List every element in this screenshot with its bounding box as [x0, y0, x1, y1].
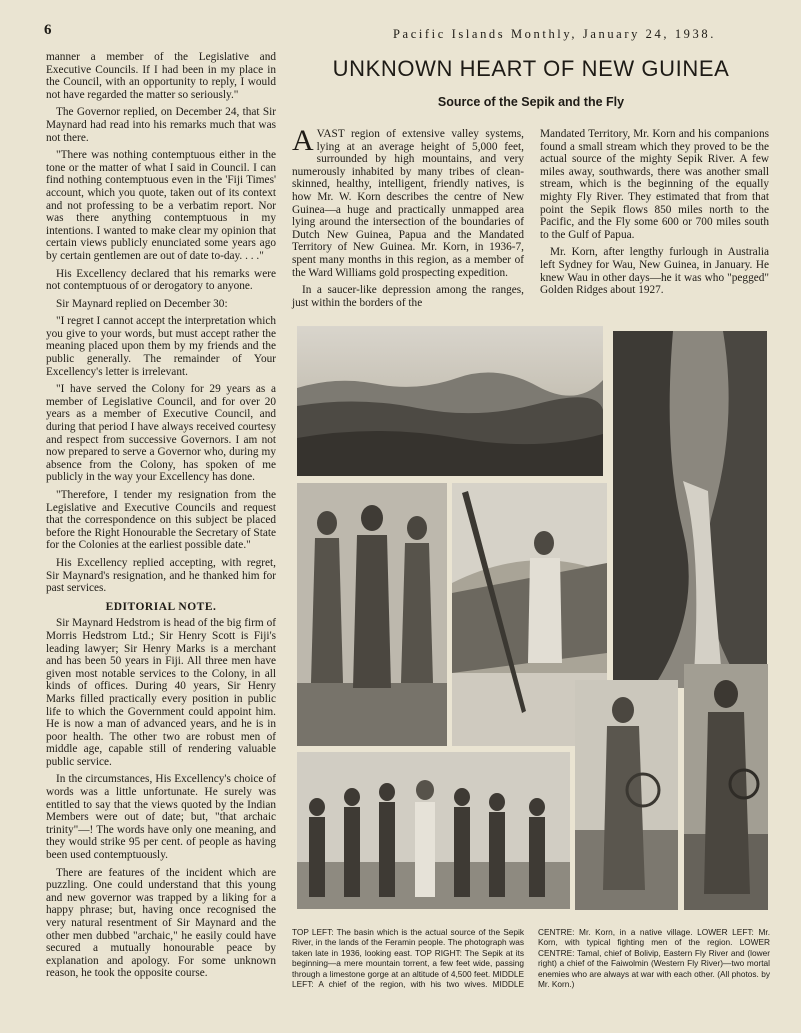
editorial-heading: EDITORIAL NOTE. — [105, 600, 217, 613]
paragraph: There are features of the incident which are puzzling. One could understand that this young and new governor was trapped by a liking for a happy phrase; but, having once recognised the very natural resentment of Sir Maynard and the other men dubbed "archaic," he easily could have secured a mutually honourable peace by explanation and apology. For some unknown reason, he took the opposite course. — [46, 866, 276, 980]
right-column — [540, 128, 769, 302]
paragraph: His Excellency declared that his remarks were not contemptuous of or derogatory to anyone. — [46, 267, 276, 293]
photo-sepik-gorge — [613, 331, 767, 688]
article-title: UNKNOWN HEART OF NEW GUINEA — [332, 56, 730, 81]
lead-paragraph — [292, 124, 524, 279]
photo-caption: TOP LEFT: The basin which is the actual source of the Sepik River, in the lands of the Feramin people. The photograph was taken late in 1936, looking east. TOP RIGHT: The Sepik at its beginning—a mere mountain torrent, a few feet wide, passing through a limestone gorge at an altitude of 4,500 feet. MIDDLE LEFT: A chief of the region, with his two wives. MIDDLE CENTRE: Mr. Korn, in a native village. LOWER LEFT: Mr. Korn, with typical fighting men of the region. LOWER CENTRE: Tamal, chief of Bolivip, Eastern Fly River and (lower right) a chief of the Faiwolmin (Western Fly River)—two mortal enemies who are always at war with each other. (All photos. by Mr. Korn.) — [292, 927, 770, 990]
paragraph: In the circumstances, His Excellency's choice of words was a little unfortunate. He surely was entitled to say that the views quoted by the Indian Members were out of date; but, "that archaic trinity"—! The words have only one meaning, and they would strike 95 per cent. of people as having been used contemptuously. — [46, 773, 276, 862]
photo-tamal-chief — [575, 680, 678, 910]
paragraph: "Therefore, I tender my resignation from the Legislative and Executive Councils and request that the correspondence on this subject be placed before the Right Honourable the Secretary of State for the Colonies at the earliest possible date." — [46, 489, 276, 552]
running-head: Pacific Islands Monthly, January 24, 1938. — [393, 27, 716, 41]
photo-fighting-men — [297, 752, 570, 909]
drop-cap: A — [292, 124, 314, 157]
paragraph: "I have served the Colony for 29 years as a member of Legislative Council, and for over 20 years as a member of Executive Council, and during that period I have always received courtesy and respect from successive Governors. I am not now prepared to serve a Governor who, during my absence from the Colony, has spoken of me publicly in the way your Excellency has done. — [46, 383, 276, 484]
article-subtitle: Source of the Sepik and the Fly — [437, 95, 625, 109]
paragraph: In a saucer-like depression among the ranges, just within the borders of the — [292, 284, 524, 309]
paragraph: His Excellency replied accepting, with regret, Sir Maynard's resignation, and he thanked him for past services. — [46, 556, 276, 595]
page-number: 6 — [44, 22, 52, 38]
paragraph: Sir Maynard Hedstrom is head of the big firm of Morris Hedstrom Ltd.; Sir Henry Scott is Fiji's leading lawyer; Sir Henry Marks is a merchant and has been 50 years in Fiji. All three men have given most notable services to the Colony, in all kinds of offices. During 40 years, Sir Henry Marks filled practically every position in public life to which the Government could appoint him. He is now a man of advanced years, and he is in poor health. The other two are robust men of middle age, capable still of rendering valuable public service. — [46, 617, 276, 768]
middle-column — [292, 124, 524, 314]
paragraph: "I regret I cannot accept the interpretation which you give to your words, but must accept rather the meaning placed upon them by my friends and the public generally. The remainder of Your Excellency's letter is irrelevant. — [46, 315, 276, 378]
photo-chief-wives — [297, 483, 447, 746]
photo-sepik-basin — [297, 326, 603, 476]
left-column — [46, 51, 276, 985]
paragraph: manner a member of the Legislative and Executive Councils. If I had been in my place in the Council, with an opportunity to reply, I would not have regarded the matter so seriously." — [46, 51, 276, 101]
photo-faiwolmin-chief — [684, 664, 768, 910]
paragraph: The Governor replied, on December 24, that Sir Maynard had read into his remarks much that was not there. — [46, 106, 276, 144]
lead-paragraph-text: VAST region of extensive valley systems, lying at an average height of 5,000 feet, surrounded by high mountains, and very numerously inhabited by many tribes of clean-skinned, healthy, intelligent, friendly natives, is how Mr. W. Korn describes the centre of New Guinea—a huge and practically unmapped area lying around the intersection of the boundaries of Dutch New Guinea, Papua and the Mandated Territory of New Guinea. Mr. Korn, in 1936-7, spent many months in this region, as a member of the Ward Williams gold prospecting expedition. — [292, 128, 524, 279]
paragraph: Mandated Territory, Mr. Korn and his companions found a small stream which they proved to be the actual source of the mighty Sepik River. A few miles away, southwards, there was another small stream, which is the beginning of the equally mighty Fly River. They estimated that from that point the Sepik flows 850 miles north to the Pacific, and the Fly some 600 or 700 miles south to the Gulf of Papua. — [540, 128, 769, 241]
paragraph: "There was nothing contemptuous either in the tone or the matter of what I said in Council. I can find nothing contemptuous even in the 'Fiji Times' account, which you quote, taken out of its context and not professing to be a verbatim report. Nor was there anything contemptuous in my intentions. I wanted to make clear my opinion that certain views publicly enunciated some years ago by certain gentlemen are out of date to-day. . . ." — [46, 149, 276, 262]
paragraph: Mr. Korn, after lengthy furlough in Australia left Sydney for Wau, New Guinea, in January. He knew Wau in other days—he it was who "pegged" Golden Ridges about 1927. — [540, 246, 769, 297]
paragraph: Sir Maynard replied on December 30: — [56, 297, 228, 310]
